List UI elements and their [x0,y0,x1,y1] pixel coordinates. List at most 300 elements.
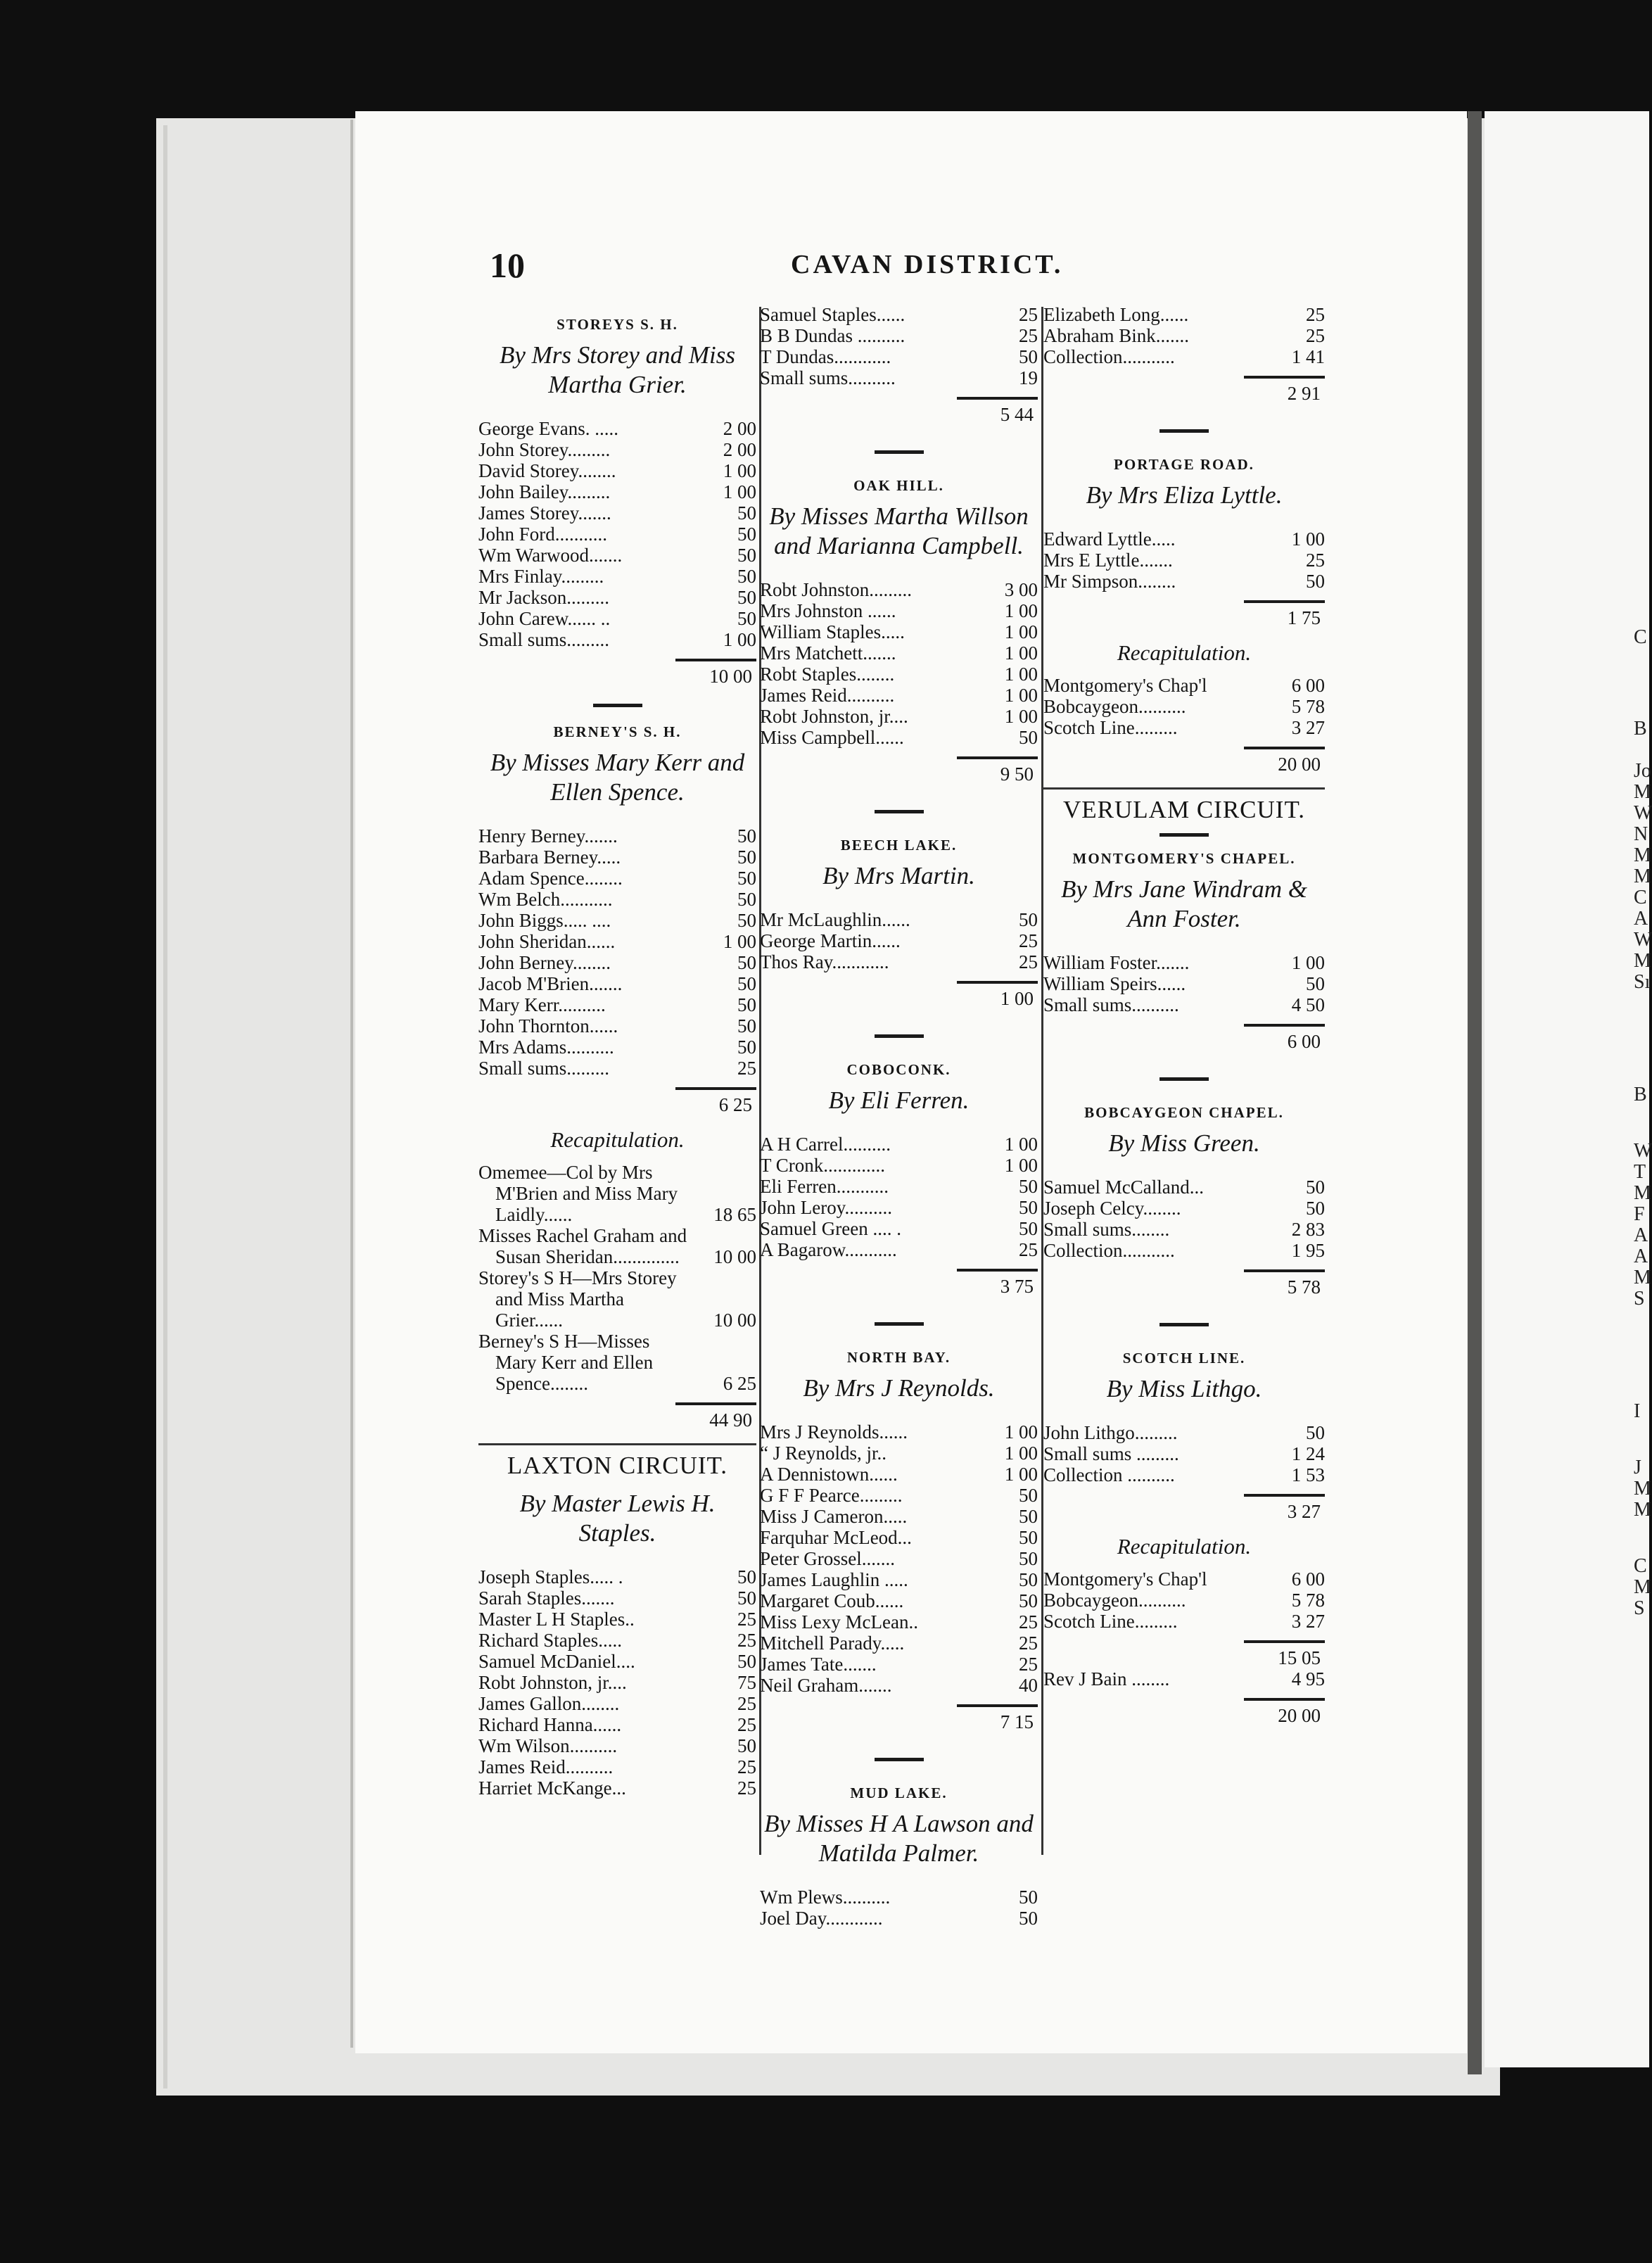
entry-name: William Speirs...... [1043,973,1186,994]
entry-row [1043,1219,1325,1240]
entry-amount: 5 78 [1291,696,1325,717]
entry-row [760,1485,1038,1506]
column-2 [760,304,1038,1929]
entry-amount: 1 00 [1291,528,1325,550]
entry-name: Berney's S H—Misses Mary Kerr and Ellen Spence........ [478,1331,654,1394]
section-title: MUD LAKE. [850,1785,948,1801]
total-rule [957,1269,1038,1272]
entry-amount: 25 [1306,550,1325,571]
entry-row [478,1672,756,1693]
entry-list [760,304,1038,388]
recap-list [478,1162,756,1394]
entry-name: Neil Graham....... [760,1675,892,1696]
section-total: 1 75 [1287,607,1321,628]
entry-name: Peter Grossel....... [760,1548,895,1569]
entry-name: “ J Reynolds, jr.. [760,1443,887,1464]
entry-amount: 6 00 [1291,675,1325,696]
entry-amount: 5 78 [1291,1590,1325,1611]
entry-amount: 50 [737,825,756,847]
entry-name: John Biggs..... .... [478,910,611,931]
entry-name: Samuel Staples...... [760,304,906,325]
entry-row [760,727,1038,748]
entry-name: A Bagarow........... [760,1239,897,1260]
entry-name: Elizabeth Long...... [1043,304,1189,325]
entry-row [478,629,756,650]
entry-row [1043,675,1325,696]
total-rule [1244,1698,1325,1701]
section-title: BOBCAYGEON CHAPEL. [1084,1104,1284,1121]
entry-amount: 50 [1306,1422,1325,1443]
total-rule [1244,1640,1325,1643]
canvasser: By Mrs J Reynolds. [803,1374,995,1402]
facing-page-letter: M [1634,1182,1651,1204]
entry-row [1043,1568,1325,1590]
canvasser: By Misses Martha Willson and Marianna Campbell. [769,502,1029,559]
entry-row [478,1037,756,1058]
entry-name: Mr Simpson........ [1043,571,1176,592]
entry-row [760,367,1038,388]
entry-list [478,1566,756,1799]
entry-amount: 40 [1019,1675,1038,1696]
entry-amount: 50 [1019,1506,1038,1527]
entry-name: Omemee—Col by Mrs M'Brien and Miss Mary Laidly...... [478,1162,678,1225]
entry-name: James Tate....... [760,1654,877,1675]
entry-row [760,1887,1038,1908]
facing-page-letter: N [1634,823,1648,845]
facing-page-letter: T [1634,1161,1646,1183]
entry-row [1043,1240,1325,1261]
entry-name: Wm Plews.......... [760,1887,891,1908]
entry-name: Farquhar McLeod... [760,1527,912,1548]
total-rule [675,1402,756,1405]
recap-total: 44 90 [709,1409,752,1431]
entry-name: Mrs Adams.......... [478,1037,614,1058]
entry-name: Robt Staples........ [760,664,895,685]
canvasser: By Mrs Martin. [822,862,975,889]
entry-amount: 50 [737,994,756,1015]
entry-row [1043,325,1325,346]
entry-row [478,868,756,889]
entry-row [760,1176,1038,1197]
entry-amount: 3 00 [1004,579,1038,600]
circuit-title: VERULAM CIRCUIT. [1063,796,1305,823]
entry-name: Bobcaygeon.......... [1043,696,1186,717]
entry-amount: 25 [737,1714,756,1735]
circuit-title: LAXTON CIRCUIT. [507,1452,728,1479]
entry-name: Joel Day............ [760,1908,883,1929]
entry-row [760,579,1038,600]
entry-row [478,1058,756,1079]
entry-name: T Cronk............. [760,1155,886,1176]
entry-amount: 4 95 [1291,1668,1325,1690]
entry-name: Mrs J Reynolds...... [760,1421,908,1443]
entry-amount: 50 [737,1015,756,1037]
entry-row [478,1587,756,1609]
entry-amount: 19 [1019,367,1038,388]
entry-name: Montgomery's Chap'l [1043,675,1207,696]
column-1 [478,307,756,1799]
canvasser: By Miss Lithgo. [1106,1375,1262,1402]
entry-name: John Lithgo......... [1043,1422,1178,1443]
entry-amount: 50 [737,910,756,931]
entry-row [478,608,756,629]
entry-row [760,600,1038,621]
entry-name: James Storey....... [478,502,611,524]
entry-name: James Laughlin ..... [760,1569,908,1590]
entry-amount: 1 00 [723,931,756,952]
entry-list [1043,1422,1325,1485]
entry-name: George Martin...... [760,930,901,951]
entry-amount: 25 [1306,325,1325,346]
entry-name: Jacob M'Brien....... [478,973,623,994]
entry-name: John Thornton...... [478,1015,618,1037]
entry-row [1043,973,1325,994]
entry-amount: 3 27 [1291,717,1325,738]
total-rule [1244,1269,1325,1272]
entry-name: Scotch Line......... [1043,717,1178,738]
entry-amount: 3 27 [1291,1611,1325,1632]
total-rule [957,756,1038,759]
entry-row [760,325,1038,346]
entry-name: B B Dundas .......... [760,325,906,346]
running-head: CAVAN DISTRICT. [791,250,1064,279]
entry-row [478,1225,756,1267]
entry-name: Small sums........ [1043,1219,1170,1240]
entry-row [760,1134,1038,1155]
entry-amount: 75 [737,1672,756,1693]
entry-list [760,909,1038,972]
section-total: 7 15 [1000,1711,1034,1732]
entry-amount: 1 24 [1291,1443,1325,1464]
entry-amount: 1 00 [723,481,756,502]
entry-row [478,502,756,524]
entry-amount: 25 [737,1630,756,1651]
entry-row [478,889,756,910]
entry-list [1043,304,1325,367]
section-separator [875,1758,924,1761]
section-total: 3 75 [1000,1276,1034,1297]
facing-page-letter: F [1634,1203,1645,1225]
entry-name: John Berney........ [478,952,611,973]
entry-amount: 50 [737,587,756,608]
section-total: 1 00 [1000,988,1034,1009]
entry-row [478,439,756,460]
facing-page-letter: M [1634,1499,1651,1521]
entry-amount: 25 [737,1756,756,1777]
entry-amount: 50 [1019,1485,1038,1506]
entry-row [760,621,1038,642]
entry-row [1043,1177,1325,1198]
entry-name: Henry Berney....... [478,825,618,847]
entry-name: Harriet McKange... [478,1777,626,1799]
entry-amount: 25 [1019,1633,1038,1654]
entry-name: Miss Campbell...... [760,727,904,748]
entry-name: Robt Johnston, jr.... [478,1672,627,1693]
entry-name: Small sums ......... [1043,1443,1179,1464]
facing-page-letter: Jo [1634,760,1651,782]
entry-name: Richard Staples..... [478,1630,622,1651]
entry-amount: 25 [1019,951,1038,972]
entry-amount: 25 [737,1693,756,1714]
entry-name: Mrs Finlay......... [478,566,604,587]
entry-name: Joseph Staples..... . [478,1566,623,1587]
entry-name: Storey's S H—Mrs Storey and Miss Martha Grier...... [478,1267,677,1331]
entry-list [1043,952,1325,1015]
entry-name: William Foster....... [1043,952,1190,973]
section-title: PORTAGE ROAD. [1114,456,1254,473]
entry-row [1043,1443,1325,1464]
total-rule [957,397,1038,400]
section-total: 5 44 [1000,404,1034,425]
entry-row [478,587,756,608]
entry-name: Abraham Bink....... [1043,325,1189,346]
entry-row [1043,550,1325,571]
entry-list [760,579,1038,748]
recap-total: 20 00 [1278,754,1321,775]
entry-name: Mitchell Parady..... [760,1633,905,1654]
section-title: STOREYS S. H. [557,316,678,333]
section-separator [875,810,924,813]
entry-amount: 50 [737,524,756,545]
section-total: 3 27 [1287,1501,1321,1522]
entry-amount: 50 [1019,1197,1038,1218]
entry-amount: 25 [737,1609,756,1630]
entry-amount: 25 [1019,1654,1038,1675]
facing-page-letter: A [1634,1224,1648,1246]
entry-name: Small sums.......... [1043,994,1179,1015]
section-separator [1159,429,1209,433]
entry-row [760,930,1038,951]
entry-name: Mrs Johnston ...... [760,600,896,621]
page-edge [163,125,167,2088]
entry-name: G F F Pearce......... [760,1485,903,1506]
recap-heading: Recapitulation. [1117,1534,1252,1559]
entry-name: Joseph Celcy........ [1043,1198,1181,1219]
entry-list [1043,528,1325,592]
facing-page-letter: M [1634,781,1651,803]
entry-name: Mr Jackson......... [478,587,609,608]
entry-name: Collection........... [1043,1240,1175,1261]
entry-row [478,545,756,566]
section-total: 5 78 [1287,1276,1321,1298]
entry-name: Misses Rachel Graham and Susan Sheridan.............. [478,1225,687,1267]
entry-amount: 1 00 [1004,642,1038,664]
total-rule [957,1704,1038,1707]
entry-name: Edward Lyttle..... [1043,528,1176,550]
entry-name: William Staples..... [760,621,905,642]
entry-name: John Leroy.......... [760,1197,892,1218]
entry-amount: 50 [1019,1887,1038,1908]
entry-amount: 50 [1019,1527,1038,1548]
entry-row [760,1506,1038,1527]
entry-amount: 25 [737,1777,756,1799]
entry-row [760,1590,1038,1611]
entry-row [478,1756,756,1777]
entry-row [760,1197,1038,1218]
entry-row [478,847,756,868]
entry-name: Mary Kerr.......... [478,994,606,1015]
entry-name: Samuel McDaniel.... [478,1651,635,1672]
entry-name: Collection .......... [1043,1464,1175,1485]
recap-heading: Recapitulation. [550,1127,685,1152]
facing-page-letter: B [1634,1084,1647,1105]
entry-row [478,952,756,973]
entry-name: Miss Lexy McLean.. [760,1611,918,1633]
entry-amount: 1 95 [1291,1240,1325,1261]
entry-row [760,1218,1038,1239]
canvasser: By Misses Mary Kerr and Ellen Spence. [490,749,745,806]
section-total: 6 00 [1287,1031,1321,1052]
entry-row [760,1908,1038,1929]
entry-amount: 50 [737,1735,756,1756]
entry-amount: 25 [737,1058,756,1079]
entry-amount: 2 00 [723,418,756,439]
section-title: SCOTCH LINE. [1122,1350,1246,1367]
entry-row [760,685,1038,706]
entry-amount: 1 00 [1004,685,1038,706]
entry-name: Eli Ferren........... [760,1176,889,1197]
entry-row [478,1651,756,1672]
entry-amount: 1 00 [1004,1421,1038,1443]
recap-total: 20 00 [1278,1705,1321,1726]
entry-amount: 50 [1019,346,1038,367]
entry-name: Adam Spence........ [478,868,623,889]
section-separator [1159,1077,1209,1081]
entry-name: Margaret Coub...... [760,1590,904,1611]
entry-row [1043,528,1325,550]
entry-row [478,973,756,994]
entry-row [760,1548,1038,1569]
facing-page-letter: M [1634,1267,1651,1288]
facing-page-letter: S [1634,1597,1645,1619]
entry-amount: 50 [737,566,756,587]
entry-row [478,481,756,502]
entry-row [478,825,756,847]
page-border [350,120,353,2048]
entry-amount: 50 [737,608,756,629]
entry-name: James Gallon........ [478,1693,620,1714]
entry-name: Wm Belch........... [478,889,613,910]
facing-page-letter: C [1634,626,1647,648]
entry-name: John Carew...... .. [478,608,611,629]
entry-row [1043,1464,1325,1485]
entry-amount: 50 [1306,1198,1325,1219]
section-title: MONTGOMERY'S CHAPEL. [1072,850,1296,867]
entry-row [478,1777,756,1799]
entry-amount: 25 [1019,1611,1038,1633]
entry-row [760,1155,1038,1176]
entry-row [478,1267,756,1331]
page-number: 10 [490,246,525,285]
entry-amount: 50 [1019,727,1038,748]
entry-name: Samuel Green .... . [760,1218,901,1239]
section-title: BERNEY'S S. H. [553,723,682,740]
entry-row [478,1566,756,1587]
facing-page-letter: C [1634,887,1647,908]
section-title: OAK HILL. [853,477,944,494]
entry-amount: 50 [1019,909,1038,930]
entry-amount: 2 00 [723,439,756,460]
facing-page-letter: A [1634,1245,1648,1267]
entry-name: Mr McLaughlin...... [760,909,910,930]
entry-amount: 25 [1306,304,1325,325]
facing-page-letter: W [1634,929,1652,951]
total-rule [675,1087,756,1090]
entry-row [478,1331,756,1394]
section-total: 9 50 [1000,763,1034,785]
total-rule [1244,376,1325,379]
entry-row [1043,571,1325,592]
entry-row [478,931,756,952]
facing-page-letter: S [1634,1288,1645,1310]
entry-name: Robt Johnston, jr.... [760,706,908,727]
entry-row [760,1654,1038,1675]
entry-row [478,994,756,1015]
entry-amount: 25 [1019,325,1038,346]
entry-row [1043,1422,1325,1443]
facing-page-letter: M [1634,866,1651,887]
entry-name: Barbara Berney..... [478,847,621,868]
entry-amount: 1 00 [723,460,756,481]
entry-amount: 50 [1019,1548,1038,1569]
facing-page-letter: A [1634,908,1648,930]
entry-amount: 50 [737,502,756,524]
entry-row [760,1675,1038,1696]
column-3 [1043,304,1325,1726]
entry-list [478,825,756,1079]
canvasser: By Misses H A Lawson and Matilda Palmer. [764,1810,1034,1867]
section-separator [875,1322,924,1326]
entry-name: Thos Ray............ [760,951,889,972]
entry-name: Rev J Bain ........ [1043,1668,1170,1690]
section-title: COBOCONK. [846,1061,951,1078]
facing-page-letter: Sı [1634,971,1651,993]
entry-amount: 1 41 [1291,346,1325,367]
facing-page-letter: M [1634,1576,1651,1598]
entry-amount: 1 00 [1004,1443,1038,1464]
entry-name: Montgomery's Chap'l [1043,1568,1207,1590]
total-rule [1244,1024,1325,1027]
entry-name: Wm Warwood....... [478,545,623,566]
entry-row [760,1611,1038,1633]
entry-row [760,346,1038,367]
circuit-rule [478,1443,756,1445]
entry-row [760,642,1038,664]
total-rule [1244,1494,1325,1497]
canvasser: By Mrs Eliza Lyttle. [1086,481,1283,509]
circuit-rule [1043,787,1325,790]
entry-row [1043,1590,1325,1611]
entry-amount: 25 [1019,1239,1038,1260]
recap-extra-row [1043,1668,1325,1690]
entry-amount: 50 [1019,1176,1038,1197]
entry-name: Small sums.......... [760,367,896,388]
entry-name: James Reid.......... [760,685,895,706]
book-spine [1468,111,1482,2074]
canvasser: By Miss Green. [1108,1129,1260,1157]
entry-row [760,1569,1038,1590]
entry-row [1043,1611,1325,1632]
entry-name: John Ford........... [478,524,608,545]
entry-amount: 50 [737,545,756,566]
entry-name: A Dennistown...... [760,1464,898,1485]
entry-row [1043,346,1325,367]
entry-row [760,304,1038,325]
entry-name: John Bailey......... [478,481,611,502]
facing-page [1485,111,1649,2067]
entry-amount: 1 00 [1004,664,1038,685]
entry-row [760,664,1038,685]
